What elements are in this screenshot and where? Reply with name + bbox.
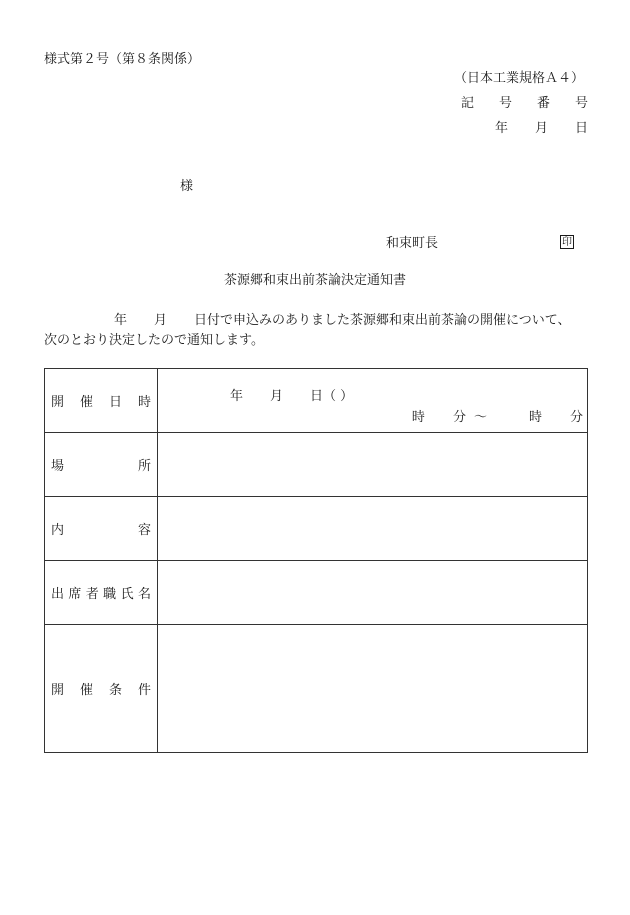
datetime-date-line: [230, 385, 353, 404]
label-char: 件: [137, 683, 151, 698]
datetime-time-line: [412, 406, 583, 425]
ref-char: 号: [574, 96, 588, 111]
date-day: 日: [574, 121, 588, 136]
label-char: 日: [108, 395, 122, 410]
label-char: 出: [51, 587, 65, 602]
date-year: 年: [494, 121, 508, 136]
table-row: [45, 625, 588, 753]
ref-char: 記: [460, 96, 474, 111]
label-char: 所: [137, 459, 151, 474]
row-label-conditions: [45, 625, 158, 753]
row-label-attendee: [45, 561, 158, 625]
body-month: 月: [154, 313, 168, 328]
datetime-field[interactable]: [158, 369, 588, 433]
label-char: 場: [51, 459, 65, 474]
datetime-year: 年: [230, 389, 244, 404]
time-tilde: ～: [473, 410, 487, 425]
row-label-datetime: [45, 369, 158, 433]
label-char: 席: [68, 587, 82, 602]
label-char: 内: [51, 523, 65, 538]
document-date: [495, 122, 588, 135]
ref-char: 番: [536, 96, 550, 111]
label-char: 条: [108, 683, 122, 698]
row-label-content: [45, 497, 158, 561]
content-field[interactable]: [158, 497, 588, 561]
table-row: [45, 433, 588, 497]
body-text: 日付で申込みのありました茶源郷和束出前茶論の開催について、: [194, 313, 571, 328]
body-line-2: 次のとおり決定したので通知します。: [44, 333, 264, 348]
table-row: [45, 497, 588, 561]
seal-stamp: 印: [562, 237, 572, 248]
time-minute-start: 分: [452, 410, 466, 425]
document-title: 茶源郷和束出前茶論決定通知書: [223, 273, 406, 288]
attendee-field[interactable]: [158, 561, 588, 625]
table-row: [45, 561, 588, 625]
place-field[interactable]: [158, 433, 588, 497]
label-char: 職: [103, 587, 117, 602]
row-label-place: [45, 433, 158, 497]
datetime-day: 日（ ）: [310, 389, 354, 404]
ref-char: 号: [498, 96, 512, 111]
date-month: 月: [534, 121, 548, 136]
table-row: [45, 369, 588, 433]
label-char: 者: [85, 587, 99, 602]
notice-table: [44, 368, 588, 753]
form-number: 様式第２号（第８条関係）: [44, 52, 201, 67]
time-minute-end: 分: [569, 410, 583, 425]
datetime-month: 月: [270, 389, 284, 404]
addressee-honorific: 様: [180, 179, 194, 194]
label-char: 氏: [120, 587, 134, 602]
label-char: 開: [51, 683, 65, 698]
label-char: 名: [137, 587, 151, 602]
body-line-1: [44, 314, 571, 327]
label-char: 開: [51, 395, 65, 410]
label-char: 催: [79, 683, 93, 698]
paper-size-note: （日本工業規格Ａ４）: [453, 71, 584, 86]
conditions-field[interactable]: [158, 625, 588, 753]
label-char: 容: [137, 523, 151, 538]
label-char: 催: [79, 395, 93, 410]
sender-title: 和束町長: [386, 236, 439, 251]
body-year: 年: [114, 313, 128, 328]
time-hour-start: 時: [411, 410, 425, 425]
reference-number: [461, 97, 588, 110]
time-hour-end: 時: [528, 410, 542, 425]
label-char: 時: [137, 395, 151, 410]
